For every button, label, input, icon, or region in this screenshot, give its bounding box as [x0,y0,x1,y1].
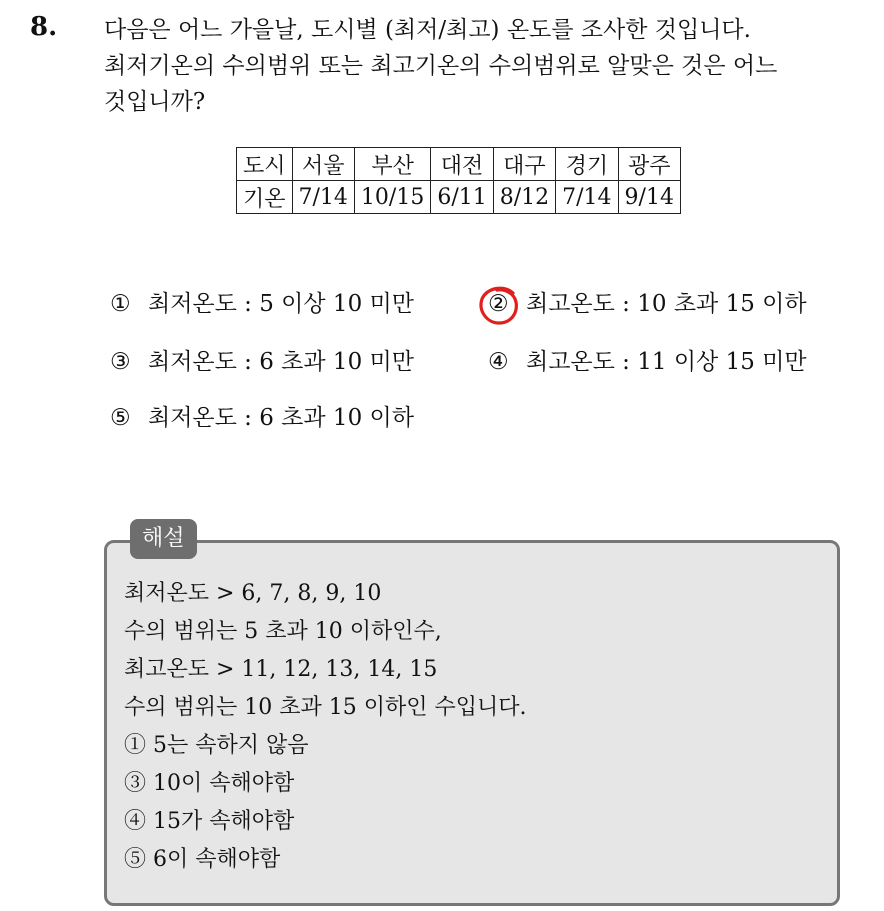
explanation-tag: 해설 [130,519,197,559]
table-cell: 도시 [237,148,293,181]
choice-text: 최고온도 : 10 초과 15 이하 [526,291,807,317]
table-cell: 대구 [493,148,555,181]
explanation-line: 최고온도 > 11, 12, 13, 14, 15 [124,657,438,682]
table-header-row [237,148,681,181]
table-cell: 10/15 [354,181,430,214]
choice-2[interactable] [488,287,807,321]
choice-3[interactable] [110,345,414,379]
explanation-line: 수의 범위는 5 초과 10 이하인수, [124,619,442,644]
choice-mark: ⑤ [110,405,131,431]
answer-circle-icon [477,283,521,327]
table-cell: 광주 [618,148,680,181]
explanation-body [124,575,526,879]
choice-mark: ① [110,291,131,317]
explanation-line: 최저온도 > 6, 7, 8, 9, 10 [124,581,382,606]
table-cell: 8/12 [493,181,555,214]
table-cell: 6/11 [431,181,493,214]
table-cell: 부산 [354,148,430,181]
choice-text: 최저온도 : 6 초과 10 미만 [148,349,414,375]
choice-mark: ④ [488,349,509,375]
table-cell: 7/14 [556,181,618,214]
choice-mark: ② [488,291,509,317]
table-cell: 기온 [237,181,293,214]
table-cell: 서울 [292,148,354,181]
explanation-line: ③ 10이 속해야함 [124,771,295,796]
table-cell: 대전 [431,148,493,181]
question-text [104,12,864,120]
table-cell: 9/14 [618,181,680,214]
choice-5[interactable] [110,401,414,435]
table-cell: 7/14 [292,181,354,214]
choice-text: 최저온도 : 5 이상 10 미만 [148,291,414,317]
explanation-line: ④ 15가 속해야함 [124,809,295,834]
question-line: 다음은 어느 가을날, 도시별 (최저/최고) 온도를 조사한 것입니다. [104,17,751,43]
choice-text: 최고온도 : 11 이상 15 미만 [526,349,807,375]
choice-1[interactable] [110,287,414,321]
table-cell: 경기 [556,148,618,181]
question-line: 최저기온의 수의범위 또는 최고기온의 수의범위로 알맞은 것은 어느 [104,53,778,79]
question-line: 것입니까? [104,89,206,115]
choice-mark: ③ [110,349,131,375]
table-row [237,181,681,214]
question-number: 8. [30,12,58,42]
temperature-table [236,147,681,214]
explanation-line: ① 5는 속하지 않음 [124,733,309,758]
choice-text: 최저온도 : 6 초과 10 이하 [148,405,414,431]
explanation-line: 수의 범위는 10 초과 15 이하인 수입니다. [124,695,527,720]
choice-4[interactable] [488,345,807,379]
explanation-line: ⑤ 6이 속해야함 [124,847,281,872]
